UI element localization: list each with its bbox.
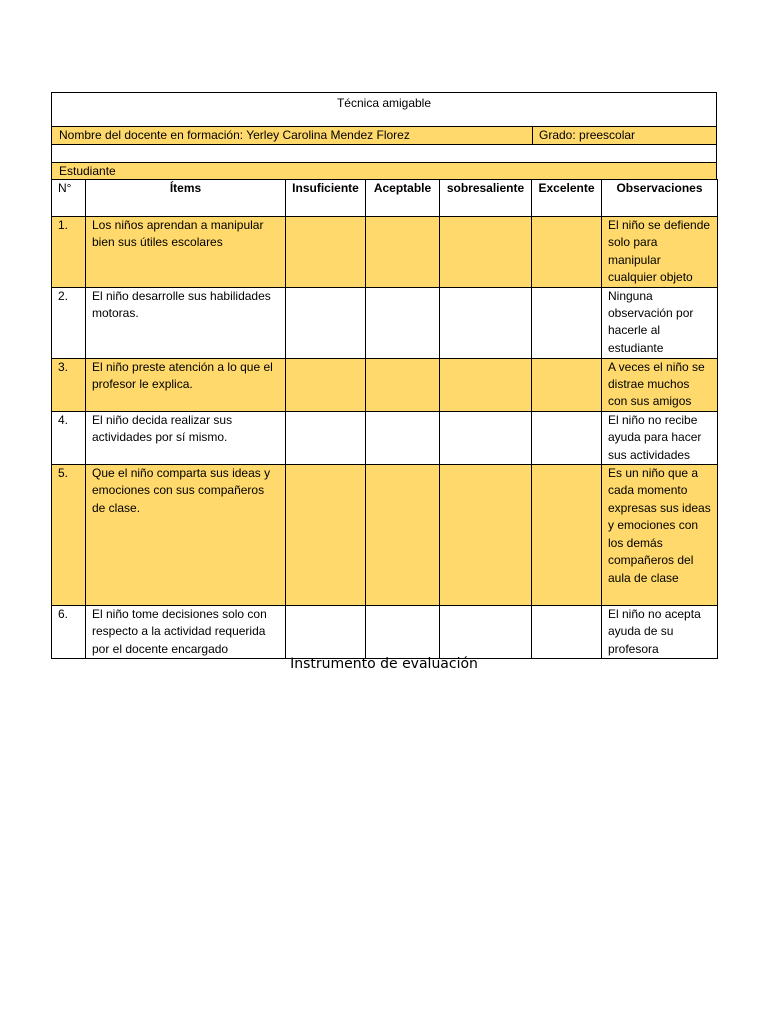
row-number: 3. [52,358,86,411]
table-row [52,465,718,606]
row-observation: A veces el niño se distrae muchos con sus amigos [602,358,718,411]
header-number: N° [52,180,86,217]
cell-insuficiente [286,287,366,358]
cell-excelente [532,465,602,606]
cell-insuficiente [286,606,366,659]
row-item: Los niños aprendan a manipular bien sus útiles escolares [86,217,286,288]
teacher-name: Nombre del docente en formación: Yerley Carolina Mendez Florez [52,127,533,144]
cell-sobresaliente [440,411,532,464]
header-excelente: Excelente [532,180,602,217]
header-insuficiente: Insuficiente [286,180,366,217]
cell-sobresaliente [440,465,532,606]
table-row [52,287,718,358]
table-row [52,217,718,288]
cell-excelente [532,358,602,411]
row-item: El niño tome decisiones solo con respecto a la actividad requerida por el docente encargado [86,606,286,659]
row-observation: Ninguna observación por hacerle al estudiante [602,287,718,358]
cell-aceptable [366,287,440,358]
cell-excelente [532,411,602,464]
grade-label: Grado: preescolar [539,128,636,142]
cell-insuficiente [286,411,366,464]
header-items: Ítems [86,180,286,217]
sheet-title: Técnica amigable [51,92,717,126]
cell-aceptable [366,217,440,288]
cell-aceptable [366,465,440,606]
header-observaciones: Observaciones [602,180,718,217]
cell-sobresaliente [440,606,532,659]
blank-row [51,144,717,162]
cell-aceptable [366,411,440,464]
evaluation-table [51,179,718,659]
row-item: El niño decida realizar sus actividades por sí mismo. [86,411,286,464]
row-number: 1. [52,217,86,288]
row-observation: El niño no acepta ayuda de su profesora [602,606,718,659]
row-item: El niño desarrolle sus habilidades motoras. [86,287,286,358]
row-number: 5. [52,465,86,606]
row-observation: El niño no recibe ayuda para hacer sus actividades [602,411,718,464]
row-number: 4. [52,411,86,464]
teacher-info-row [51,126,717,144]
row-item: El niño preste atención a lo que el profesor le explica. [86,358,286,411]
student-label: Estudiante [51,162,717,179]
row-number: 6. [52,606,86,659]
table-header-row [52,180,718,217]
row-item: Que el niño comparta sus ideas y emociones con sus compañeros de clase. [86,465,286,606]
cell-aceptable [366,358,440,411]
table-row [52,411,718,464]
cell-excelente [532,287,602,358]
cell-insuficiente [286,465,366,606]
cell-excelente [532,217,602,288]
cell-excelente [532,606,602,659]
cell-sobresaliente [440,358,532,411]
header-aceptable: Aceptable [366,180,440,217]
cell-aceptable [366,606,440,659]
row-number: 2. [52,287,86,358]
cell-insuficiente [286,217,366,288]
table-row [52,358,718,411]
header-sobresaliente: sobresaliente [440,180,532,217]
row-observation: El niño se defiende solo para manipular cualquier objeto [602,217,718,288]
cell-sobresaliente [440,217,532,288]
row-observation: Es un niño que a cada momento expresas sus ideas y emociones con los demás compañeros del aula de clase [602,465,718,606]
figure-caption: Instrumento de evaluación [290,656,478,672]
table-row [52,606,718,659]
evaluation-sheet [51,92,717,659]
cell-insuficiente [286,358,366,411]
cell-sobresaliente [440,287,532,358]
